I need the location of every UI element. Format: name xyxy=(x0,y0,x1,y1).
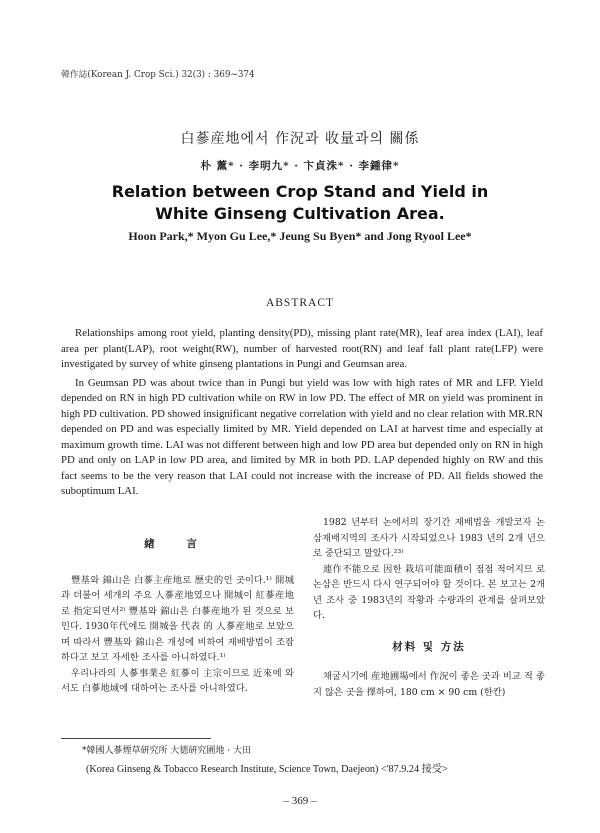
abstract-paragraph-1: Relationships among root yield, planting density(PD), missing plant rate(MR), leaf area index (LAI), leaf area per plant(LAP), root weight(RW), number of harvested root(RN) and leaf fall plant rate(LFP) were investigated by survey of white ginseng plantations in Pungi and Geumsan area. xyxy=(61,327,543,370)
footnote-affiliation-english: (Korea Ginseng & Tobacco Research Institute, Science Town, Daejeon) <'87.9.24 接受> xyxy=(86,764,448,775)
english-title xyxy=(0,181,600,225)
footnote-affiliation-korean: *韓國人蔘煙草硏究所 大德硏究圃地 · 大田 xyxy=(82,746,251,756)
introduction-heading: 緖 言 xyxy=(144,538,211,550)
methods-paragraph-1: 채굴시기에 産地圃場에서 作況이 좋은 곳과 비교 적 좋지 않은 곳을 擇하여, 180 cm × 90 cm (한칸) xyxy=(313,671,545,698)
introduction-paragraph-2: 우리나라의 人蔘事業은 紅蔘이 主宗이므로 近來에 와서도 白蔘地域에 대하여는 조사를 아니하였다. xyxy=(61,667,294,694)
abstract-paragraph-2: In Geumsan PD was about twice than in Pungi but yield was low with high rates of MR and LFP. Yield depended on RN in high PD cultivation while on RW in low PD. The effect of MR on yield was prominent in high PD cultivation. PD showed insignificant negative correlation with yield and no clear relation with MR.RN depended on PD and was especially limited by MR. Yield depended on LAI at harvest time and especially at maximum growth time. LAI was not different between high and low PD area but depended only on RN in high PD and only on LAP in low PD area, and limited by MR in both PD. LAP depended highly on RW and this fact seems to be the very reason that LAI could not increase with the increase of PD. All fields showed the suboptimum LAI. xyxy=(61,376,543,497)
introduction-paragraph-1: 豐基와 錦山은 白蔘主産地로 歷史的인 곳이다.¹⁾ 開城과 더불어 세개의 주요 人蔘産地였으나 開城이 紅蔘産地로 指定되면서²⁾ 豐基와 錦山은 白蔘産地가 된 것으로 보인다. 1930年代에도 開城을 代表 的 人蔘産地로 보았으며 따라서 豐基와 錦山은 개성에 비하여 재배방법이 조잡하다고 보고 자세한 조사를 아니하였다.¹⁾ xyxy=(61,574,294,663)
right-column xyxy=(313,515,545,700)
korean-title: 白蔘産地에서 作況과 收量과의 關係 xyxy=(180,131,420,147)
abstract-body xyxy=(61,326,543,500)
english-title-line-1: Relation between Crop Stand and Yield in xyxy=(111,182,489,201)
page-number: – 369 – xyxy=(283,795,317,807)
abstract-heading: ABSTRACT xyxy=(265,297,335,309)
english-authors: Hoon Park,* Myon Gu Lee,* Jeung Su Byen* and Jong Ryool Lee* xyxy=(128,229,472,243)
methods-heading: 材料 및 方法 xyxy=(392,640,466,653)
korean-authors: 朴 薰* · 李明九* · 卞貞洙* · 李鍾律* xyxy=(200,160,400,172)
introduction-paragraph-4: 連作不能으로 因한 栽培可能面積이 점점 적어지므 로 논삼은 반드시 다시 연구되어야 할 것이다. 본 보고는 2개년 조사 중 1983년의 작황과 수량과의 관계를 살펴보았다. xyxy=(313,563,545,621)
footnote-divider xyxy=(61,738,211,739)
english-title-line-2: White Ginseng Cultivation Area. xyxy=(155,204,445,223)
left-column xyxy=(61,515,294,697)
running-head: 韓作誌(Korean J. Crop Sci.) 32(3) : 369~374 xyxy=(61,70,255,80)
introduction-paragraph-3: 1982 년부터 논에서의 장기간 재배법을 개발코자 논 삼재배지역의 조사가 시작되었으나 1983 년의 2개 년으로 중단되고 말았다.²³⁾ xyxy=(313,517,545,559)
